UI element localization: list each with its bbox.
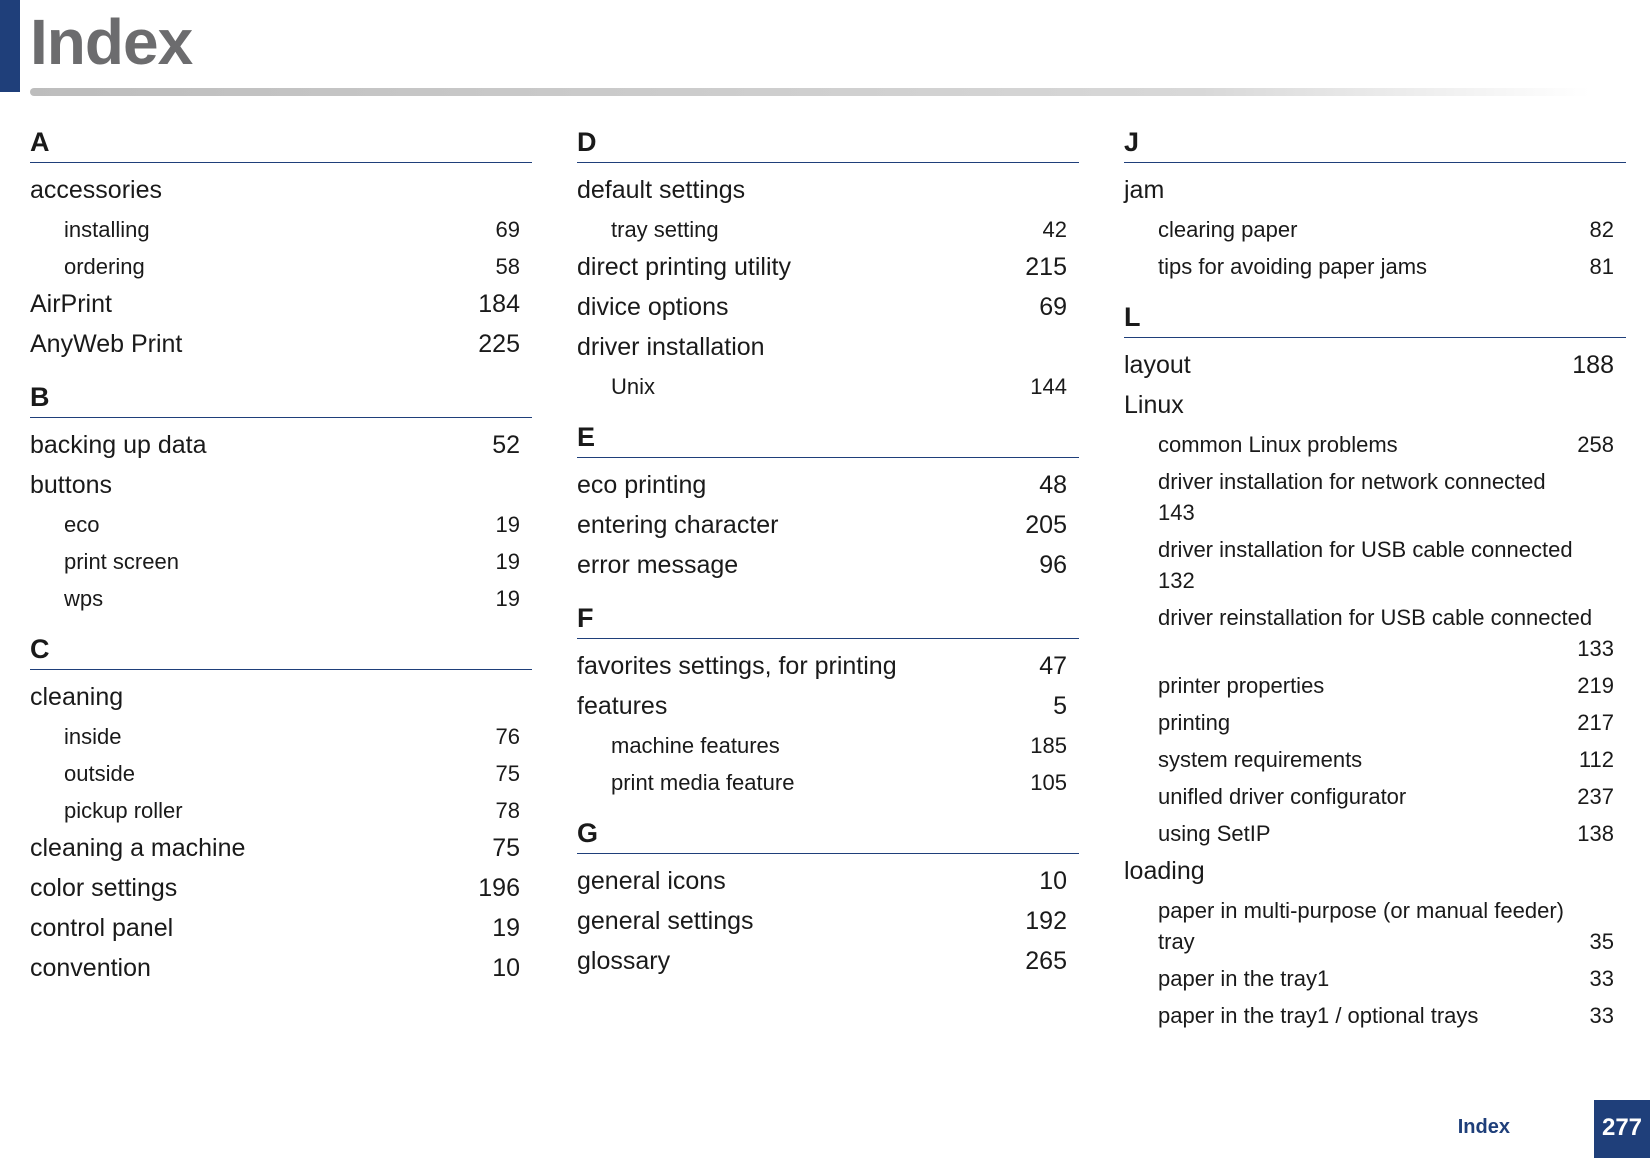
- section-letter: C: [30, 629, 532, 670]
- index-entry[interactable]: [577, 466, 1079, 506]
- index-subentry[interactable]: [1124, 741, 1626, 778]
- entry-page-link[interactable]: 69: [1039, 293, 1067, 321]
- index-entry[interactable]: [577, 288, 1079, 328]
- index-subentry[interactable]: [1124, 667, 1626, 704]
- section-letter: A: [30, 122, 532, 163]
- entry-term: pickup roller: [64, 798, 183, 823]
- index-section-a: [30, 122, 532, 365]
- entry-page-link[interactable]: 19: [492, 914, 520, 942]
- entry-page-link[interactable]: 215: [1025, 253, 1067, 281]
- entry-term: printer properties: [1158, 673, 1325, 698]
- entry-term: entering character: [577, 511, 779, 539]
- page-title: Index: [30, 6, 193, 78]
- index-entry: [30, 171, 532, 211]
- entry-page-link[interactable]: 69: [495, 217, 520, 242]
- entry-term: convention: [30, 954, 151, 982]
- index-subentry[interactable]: [577, 764, 1079, 801]
- index-entry[interactable]: [577, 687, 1079, 727]
- entry-term: general settings: [577, 907, 754, 935]
- index-entry: [577, 328, 1079, 368]
- entry-term: paper in the tray1: [1158, 966, 1330, 991]
- index-section-g: [577, 813, 1079, 982]
- entry-term: accessories: [30, 176, 162, 204]
- entry-term: default settings: [577, 176, 746, 204]
- entry-term: buttons: [30, 471, 113, 499]
- page-number-badge: 277: [1594, 1100, 1650, 1158]
- index-entry[interactable]: [577, 942, 1079, 982]
- index-entry[interactable]: [577, 647, 1079, 687]
- entry-page-link[interactable]: 112: [1578, 747, 1614, 772]
- entry-page-link[interactable]: 33: [1589, 1003, 1614, 1028]
- index-subentry[interactable]: [1124, 599, 1626, 667]
- title-accent-bar: [0, 0, 20, 92]
- index-subentry[interactable]: [30, 718, 532, 755]
- index-entry: [1124, 171, 1626, 211]
- index-entry: [30, 678, 532, 718]
- index-subentry[interactable]: [577, 211, 1079, 248]
- entry-term: paper in the tray1 / optional trays: [1158, 1003, 1479, 1028]
- entry-term: cleaning a machine: [30, 834, 246, 862]
- index-entry[interactable]: [30, 325, 532, 365]
- entry-page-link[interactable]: 258: [1577, 432, 1614, 457]
- entry-page-link[interactable]: 143: [1158, 500, 1195, 525]
- entry-term: layout: [1124, 351, 1191, 379]
- index-subentry[interactable]: [1124, 463, 1626, 531]
- entry-page-link[interactable]: 78: [495, 798, 520, 823]
- section-letter: B: [30, 377, 532, 418]
- entry-term: paper in multi-purpose (or manual feeder): [1158, 898, 1564, 923]
- entry-page-link[interactable]: 5: [1053, 692, 1067, 720]
- index-entry[interactable]: [30, 829, 532, 869]
- entry-term: Unix: [611, 374, 656, 399]
- entry-term: outside: [64, 761, 135, 786]
- entry-term: cleaning: [30, 683, 124, 711]
- index-entry[interactable]: [30, 949, 532, 989]
- index-subentry[interactable]: [1124, 997, 1626, 1034]
- index-entry[interactable]: [577, 248, 1079, 288]
- entry-page-link[interactable]: 265: [1025, 947, 1067, 975]
- entry-term-continued: tray: [1158, 929, 1195, 954]
- entry-page-link[interactable]: 42: [1042, 217, 1067, 242]
- index-entry[interactable]: [577, 506, 1079, 546]
- entry-term: backing up data: [30, 431, 207, 459]
- entry-term: wps: [64, 586, 104, 611]
- entry-term: glossary: [577, 947, 671, 975]
- entry-page-link[interactable]: 19: [495, 586, 520, 611]
- index-entry[interactable]: [577, 902, 1079, 942]
- index-entry: [577, 171, 1079, 211]
- entry-term: print media feature: [611, 770, 795, 795]
- entry-page-link[interactable]: 48: [1039, 471, 1067, 499]
- index-entry[interactable]: [30, 285, 532, 325]
- index-entry: [1124, 852, 1626, 892]
- entry-term: tray setting: [611, 217, 719, 242]
- entry-term: general icons: [577, 867, 726, 895]
- index-section-e: [577, 417, 1079, 586]
- entry-term: divice options: [577, 293, 729, 321]
- entry-term: eco: [64, 512, 100, 537]
- entry-page-link[interactable]: 35: [1589, 929, 1614, 954]
- index-entry: [30, 466, 532, 506]
- entry-term: clearing paper: [1158, 217, 1298, 242]
- entry-term: ordering: [64, 254, 145, 279]
- title-divider: [30, 88, 1590, 96]
- section-letter: D: [577, 122, 1079, 163]
- index-section-j: [1124, 122, 1626, 285]
- entry-page-link[interactable]: 217: [1577, 710, 1614, 735]
- index-subentry[interactable]: [30, 580, 532, 617]
- entry-term: AnyWeb Print: [30, 330, 183, 358]
- section-letter: J: [1124, 122, 1626, 163]
- entry-term: color settings: [30, 874, 178, 902]
- entry-term: favorites settings, for printing: [577, 652, 897, 680]
- entry-page-link[interactable]: 19: [495, 549, 520, 574]
- entry-page-link[interactable]: 138: [1577, 821, 1614, 846]
- entry-page-link[interactable]: 10: [1039, 867, 1067, 895]
- index-entry[interactable]: [577, 862, 1079, 902]
- entry-page-link[interactable]: 33: [1589, 966, 1614, 991]
- entry-page-link[interactable]: 225: [478, 330, 520, 358]
- entry-term: inside: [64, 724, 122, 749]
- entry-page-link[interactable]: 52: [492, 431, 520, 459]
- index-section-d: [577, 122, 1079, 405]
- entry-page-link[interactable]: 133: [1577, 636, 1614, 661]
- section-letter: E: [577, 417, 1079, 458]
- entry-term: system requirements: [1158, 747, 1363, 772]
- index-section-f: [577, 598, 1079, 801]
- entry-page-link[interactable]: 188: [1572, 351, 1614, 379]
- index-subentry[interactable]: [1124, 531, 1626, 599]
- index-subentry[interactable]: [30, 792, 532, 829]
- index-section-l: [1124, 297, 1626, 1034]
- entry-term: printing: [1158, 710, 1231, 735]
- entry-term: driver installation for network connected: [1158, 469, 1546, 494]
- index-column-1: [30, 122, 532, 1001]
- entry-term: jam: [1124, 176, 1165, 204]
- index-entry[interactable]: [30, 426, 532, 466]
- entry-term: driver installation for USB cable connected: [1158, 537, 1573, 562]
- section-letter: G: [577, 813, 1079, 854]
- entry-page-link[interactable]: 58: [495, 254, 520, 279]
- index-subentry[interactable]: [577, 368, 1079, 405]
- index-subentry[interactable]: [30, 506, 532, 543]
- index-subentry[interactable]: [577, 727, 1079, 764]
- entry-page-link[interactable]: 185: [1030, 733, 1067, 758]
- index-subentry[interactable]: [1124, 960, 1626, 997]
- entry-page-link[interactable]: 81: [1589, 254, 1614, 279]
- entry-term: tips for avoiding paper jams: [1158, 254, 1428, 279]
- entry-page-link[interactable]: 105: [1030, 770, 1067, 795]
- index-subentry[interactable]: [1124, 815, 1626, 852]
- entry-term: loading: [1124, 857, 1205, 885]
- entry-page-link[interactable]: 184: [478, 290, 520, 318]
- entry-page-link[interactable]: 10: [492, 954, 520, 982]
- entry-term: control panel: [30, 914, 174, 942]
- entry-term: common Linux problems: [1158, 432, 1398, 457]
- entry-page-link[interactable]: 132: [1158, 568, 1195, 593]
- entry-page-link[interactable]: 19: [495, 512, 520, 537]
- entry-term: driver installation: [577, 333, 765, 361]
- index-entry[interactable]: [30, 869, 532, 909]
- entry-term: print screen: [64, 549, 179, 574]
- index-entry: [1124, 386, 1626, 426]
- index-subentry[interactable]: [1124, 248, 1626, 285]
- index-section-c: [30, 629, 532, 989]
- index-entry[interactable]: [577, 546, 1079, 586]
- entry-page-link[interactable]: 96: [1039, 551, 1067, 579]
- entry-term: unifled driver configurator: [1158, 784, 1407, 809]
- index-subentry[interactable]: [30, 543, 532, 580]
- footer-section-label: Index: [1457, 1116, 1510, 1138]
- entry-page-link[interactable]: 144: [1030, 374, 1067, 399]
- index-entry[interactable]: [30, 909, 532, 949]
- entry-term: installing: [64, 217, 150, 242]
- index-subentry[interactable]: [1124, 778, 1626, 815]
- entry-page-link[interactable]: 47: [1039, 652, 1067, 680]
- section-letter: L: [1124, 297, 1626, 338]
- index-section-b: [30, 377, 532, 617]
- entry-page-link[interactable]: 82: [1589, 217, 1614, 242]
- index-column-3: [1124, 122, 1626, 1046]
- index-subentry[interactable]: [30, 755, 532, 792]
- entry-page-link[interactable]: 76: [495, 724, 520, 749]
- entry-term: using SetIP: [1158, 821, 1271, 846]
- index-subentry[interactable]: [1124, 211, 1626, 248]
- index-subentry[interactable]: [30, 211, 532, 248]
- entry-page-link[interactable]: 192: [1025, 907, 1067, 935]
- entry-term: machine features: [611, 733, 780, 758]
- entry-term: eco printing: [577, 471, 707, 499]
- entry-term: direct printing utility: [577, 253, 791, 281]
- entry-term: features: [577, 692, 668, 720]
- index-entry[interactable]: [1124, 346, 1626, 386]
- entry-wrap-line: [1158, 926, 1614, 957]
- entry-page-link[interactable]: 75: [495, 761, 520, 786]
- entry-term: Linux: [1124, 391, 1184, 419]
- index-subentry[interactable]: [30, 248, 532, 285]
- section-letter: F: [577, 598, 1079, 639]
- entry-page-link[interactable]: 196: [478, 874, 520, 902]
- entry-page-link[interactable]: 205: [1025, 511, 1067, 539]
- entry-page-link[interactable]: 219: [1577, 673, 1614, 698]
- index-subentry[interactable]: [1124, 704, 1626, 741]
- index-subentry[interactable]: [1124, 426, 1626, 463]
- index-column-2: [577, 122, 1079, 994]
- entry-term: driver reinstallation for USB cable connected: [1158, 605, 1593, 630]
- index-subentry[interactable]: [1124, 892, 1626, 960]
- entry-page-link[interactable]: 75: [492, 834, 520, 862]
- entry-term: AirPrint: [30, 290, 112, 318]
- entry-term: error message: [577, 551, 739, 579]
- entry-page-link[interactable]: 237: [1577, 784, 1614, 809]
